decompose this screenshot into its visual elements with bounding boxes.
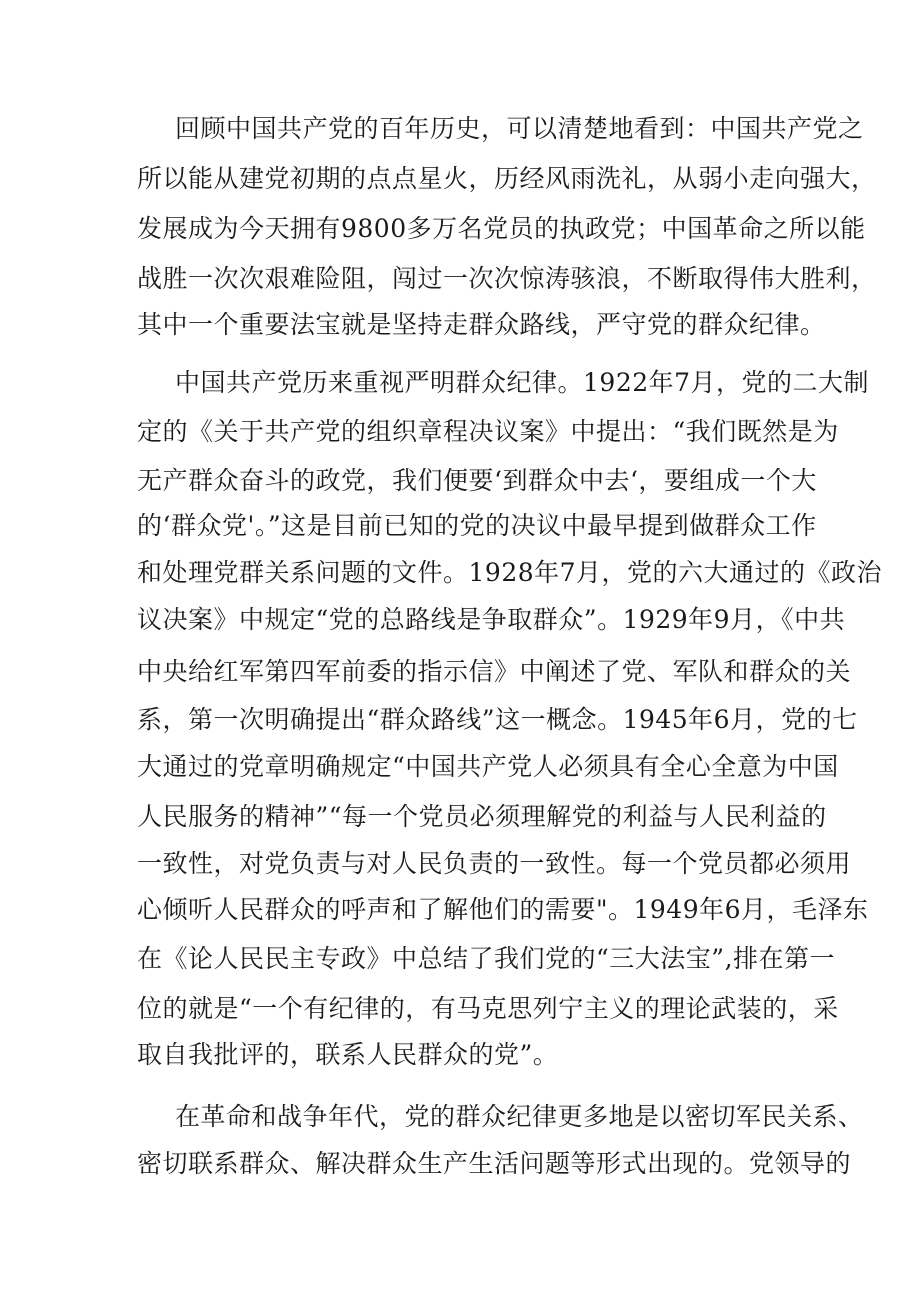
paragraph-2-line-5: 和处理党群关系问题的文件。1928年7月，党的六大通过的《政治 bbox=[137, 558, 883, 587]
paragraph-1-line-1: 回顾中国共产党的百年历史，可以清楚地看到：中国共产党之 bbox=[175, 114, 864, 143]
paragraph-2-line-2: 定的《关于共产党的组织章程决议案》中提出：“我们既然是为 bbox=[137, 417, 839, 446]
paragraph-3-line-1: 在革命和战争年代，党的群众纪律更多地是以密切军民关系、 bbox=[175, 1102, 864, 1131]
paragraph-2-line-10: 人民服务的精神”“每一个党员必须理解党的利益与人民利益的 bbox=[137, 802, 827, 831]
paragraph-2-line-6: 议决案》中规定“党的总路线是争取群众”。1929年9月，《中共 bbox=[137, 605, 846, 634]
paragraph-2-line-14: 位的就是“一个有纪律的，有马克思列宁主义的理论武装的，采 bbox=[137, 994, 839, 1023]
paragraph-2-line-11: 一致性，对党负责与对人民负责的一致性。每一个党员都必须用 bbox=[137, 849, 852, 878]
paragraph-3-line-2: 密切联系群众、解决群众生产生活问题等形式出现的。党领导的 bbox=[137, 1149, 852, 1178]
paragraph-1-line-3: 发展成为今天拥有9800多万名党员的执政党；中国革命之所以能 bbox=[137, 214, 866, 243]
paragraph-2-line-4: 的‘群众党'。”这是目前已知的党的决议中最早提到做群众工作 bbox=[137, 511, 817, 540]
paragraph-2-line-8: 系，第一次明确提出“群众路线”这一概念。1945年6月，党的七 bbox=[137, 705, 858, 734]
paragraph-2-line-3: 无产群众奋斗的政党，我们便要‘到群众中去‘，要组成一个大 bbox=[137, 466, 817, 495]
paragraph-2-line-12: 心倾听人民群众的呼声和了解他们的需要"。1949年6月，毛泽东 bbox=[137, 895, 869, 924]
paragraph-2-line-9: 大通过的党章明确规定“中国共产党人必须具有全心全意为中国 bbox=[137, 752, 839, 781]
paragraph-2-line-15: 取自我批评的，联系人民群众的党”。 bbox=[137, 1040, 559, 1069]
paragraph-1-line-4: 战胜一次次艰难险阻，闯过一次次惊涛骇浪，不断取得伟大胜利， bbox=[137, 264, 877, 293]
paragraph-1-line-2: 所以能从建党初期的点点星火，历经风雨洗礼，从弱小走向强大， bbox=[137, 164, 877, 193]
paragraph-2-line-1: 中国共产党历来重视严明群众纪律。1922年7月，党的二大制 bbox=[175, 368, 870, 397]
paragraph-1-line-5: 其中一个重要法宝就是坚持走群众路线，严守党的群众纪律。 bbox=[137, 310, 826, 339]
paragraph-2-line-7: 中央给红军第四军前委的指示信》中阐述了党、军队和群众的关 bbox=[137, 657, 852, 686]
paragraph-2-line-13: 在《论人民民主专政》中总结了我们党的“三大法宝”,排在第一 bbox=[137, 944, 836, 973]
